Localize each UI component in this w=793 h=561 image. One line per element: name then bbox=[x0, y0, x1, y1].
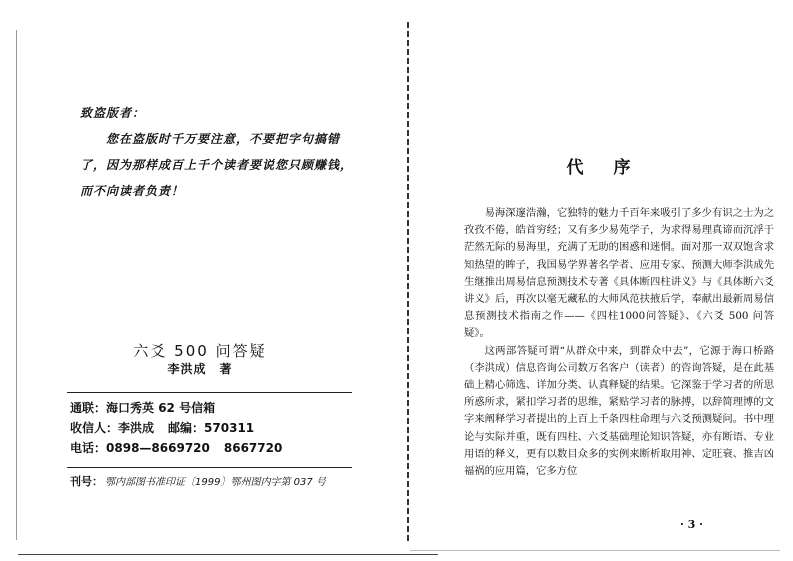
preface-title: 代序 bbox=[566, 158, 661, 178]
recipient-line bbox=[70, 418, 360, 438]
page-number: · 3 · bbox=[680, 518, 703, 531]
pirate-notice bbox=[80, 100, 365, 204]
postcode-label: 邮编： bbox=[168, 421, 205, 435]
right-page bbox=[404, 0, 793, 561]
book-title: 六爻 500 问答疑 bbox=[133, 342, 267, 360]
publication-permit-line bbox=[70, 473, 370, 489]
contact-block bbox=[70, 398, 360, 458]
pirate-notice-heading: 致盗版者： bbox=[80, 106, 146, 120]
recipient-label: 收信人： bbox=[70, 421, 119, 435]
preface-paragraph: 这两部答疑可谓“从群众中来，到群众中去”，它源于海口桥路（李洪成）信息咨询公司数万名客户（读者）的咨询答疑，是在此基础上精心筛选、详加分类、认真释疑的结果。它深鉴于学习者的所思所惑所求，紧扣学习者的思维，紧贴学习者的脉搏，以辞简理博的文字来阐释学习者提出的上百上千条四柱命理与六爻预测疑问。书中理论与实际并重，既有四柱、六爻基础理论知识答疑，亦有断语、专业用语的释义，更有以数目众多的实例来断析取用神、定旺衰、推吉凶福祸的应用篇，它多方位 bbox=[464, 344, 774, 478]
author-line: 李洪成 著 bbox=[167, 362, 233, 376]
scan-edge-line bbox=[16, 30, 17, 540]
address-line bbox=[70, 398, 360, 418]
preface-body bbox=[464, 205, 774, 480]
publication-permit-label: 刊号： bbox=[70, 475, 103, 488]
scan-bottom-line bbox=[18, 554, 438, 555]
phone-value-2: 8667720 bbox=[223, 441, 283, 455]
address-label: 通联： bbox=[70, 401, 107, 415]
phone-value-1: 0898—8669720 bbox=[106, 441, 210, 455]
divider bbox=[67, 392, 352, 393]
divider bbox=[67, 467, 352, 468]
publication-permit-value: 鄂内部图书准印证〔1999〕鄂州图内字第 037 号 bbox=[105, 477, 326, 488]
recipient-value: 李洪成 bbox=[118, 421, 155, 435]
phone-label: 电话： bbox=[70, 441, 107, 455]
preface-paragraph: 易海深邃浩瀚，它独特的魅力千百年来吸引了多少有识之士为之孜孜不倦，皓首穷经；又有多少易苑学子，为求得易理真谛而沉浮于茫然无际的易海里，充满了无助的困惑和迷惘。面对那一双双饱含求知热望的眸子，我国易学界著名学者、应用专家、预测大师李洪成先生继推出周易信息预测技术专著《具体断四柱讲义》与《具体断六爻讲义》后，再次以毫无藏私的大师风范扶掖后学，奉献出最新周易信息预测技术指南之作——《四柱1000问答疑》、《六爻 500 问答疑》。 bbox=[464, 207, 774, 340]
pirate-notice-body: 您在盗版时千万要注意，不要把字句搞错了，因为那样成百上千个读者要说您只顾赚钱，而不向读者负责！ bbox=[80, 132, 354, 198]
postcode-value: 570311 bbox=[204, 421, 255, 435]
phone-line bbox=[70, 438, 360, 458]
scan-bottom-line bbox=[410, 550, 780, 551]
address-value: 海口秀英 62 号信箱 bbox=[106, 401, 216, 415]
